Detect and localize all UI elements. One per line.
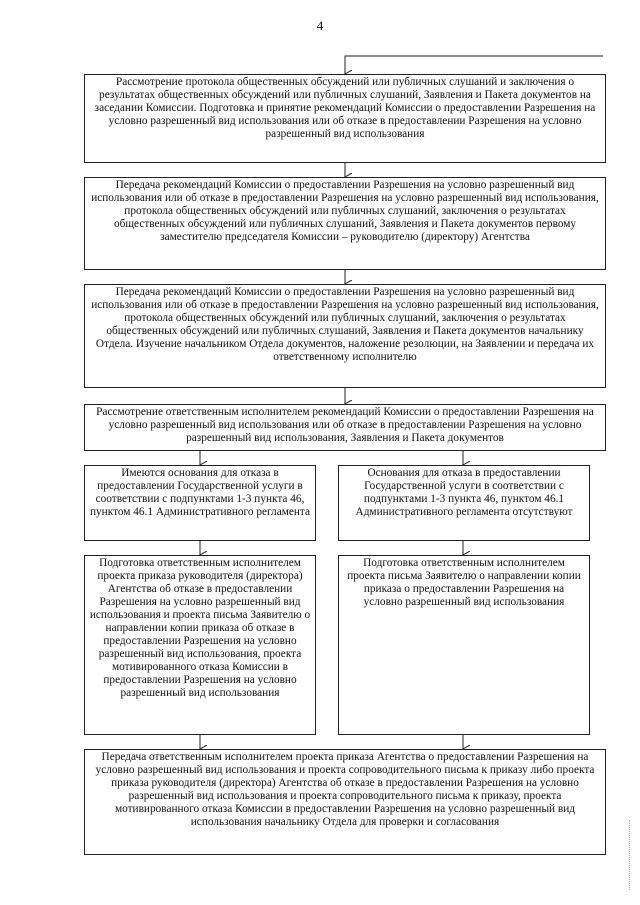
scan-margin-dots [629,820,632,890]
decision-grounds-absent [338,465,590,541]
step-text: Передача ответственным исполнителем проекта приказа Агентства о предоставлении Разрешения на условно разрешенный вид использования и проекта сопроводительного письма к приказу либо проекта приказа руководителя (директора) Агентства об отказе в предоставлении Разрешения на условно разрешенный вид использования и проекта сопроводительного письма к приказу, проекта мотивированного отказа Комиссии в предоставлении Разрешения на условно разрешенный вид использования начальнику Отдела для проверки и согласования [95,751,595,828]
step-prepare-letter [338,555,590,735]
incoming-connector [345,56,603,74]
step-consider-protocol [84,74,606,163]
step-prepare-refusal [84,555,316,735]
step-text: Передача рекомендаций Комиссии о предоставлении Разрешения на условно разрешенный вид использования или об отказе в предоставлении Разрешения на условно разрешенный вид использования, протокола общественных обсуждений или публичных слушаний, заключения о результатах общественных обсуждений или публичных слушаний, Заявления и Пакета документов начальнику Отдела. Изучение начальником Отдела документов, наложение резолюции, на Заявлении и передача их ответственному исполнителю [91,286,599,363]
page-number: 4 [316,18,324,33]
step-executor-review [84,404,606,451]
step-transfer-for-approval [84,749,606,855]
step-transfer-to-deputy [84,177,606,270]
step-text: Рассмотрение ответственным исполнителем рекомендаций Комиссии о предоставлении Разрешения на условно разрешенный вид использования или об отказе в предоставлении Разрешения на условно разрешенный вид использования, Заявления и Пакета документов [96,406,594,444]
step-text: Передача рекомендаций Комиссии о предоставлении Разрешения на условно разрешенный вид использования или об отказе в предоставлении Разрешения на условно разрешенный вид использования, протокола общественных обсуждений или публичных слушаний, заключения о результатах общественных обсуждений или публичных слушаний, Заявления и Пакета документов первому заместителю председателя Комиссии – руководителю (директору) Агентства [91,179,599,243]
step-text: Имеются основания для отказа в предоставлении Государственной услуги в соответствии с подпунктами 1-3 пункта 46, пунктом 46.1 Административного регламента [89,467,311,518]
step-text: Основания для отказа в предоставлении Государственной услуги в соответствии с подпунктами 1-3 пункта 46, пунктом 46.1 Административного регламента отсутствуют [355,467,573,518]
step-text: Рассмотрение протокола общественных обсуждений или публичных слушаний и заключения о результатах общественных обсуждений или публичных слушаний, Заявления и Пакета документов на заседании Комиссии. Подготовка и принятие рекомендаций Комиссии о предоставлении Разрешения на условно разрешенный вид использования или об отказе в предоставлении Разрешения на условно разрешенный вид использования [94,76,596,140]
step-text: Подготовка ответственным исполнителем проекта письма Заявителю о направлении копии приказа о предоставлении Разрешения на условно разрешенный вид использования [347,557,581,608]
step-text: Подготовка ответственным исполнителем проекта приказа руководителя (директора) Агентства об отказе в предоставлении Разрешения на условно разрешенный вид использования и проекта письма Заявителю о направлении копии приказа об отказе в предоставлении Разрешения на условно разрешенный вид использования, проекта мотивированного отказа Комиссии в предоставлении Разрешения на условно разрешенный вид использования [89,557,311,699]
step-transfer-to-head [84,284,606,388]
decision-grounds-exist [84,465,316,541]
